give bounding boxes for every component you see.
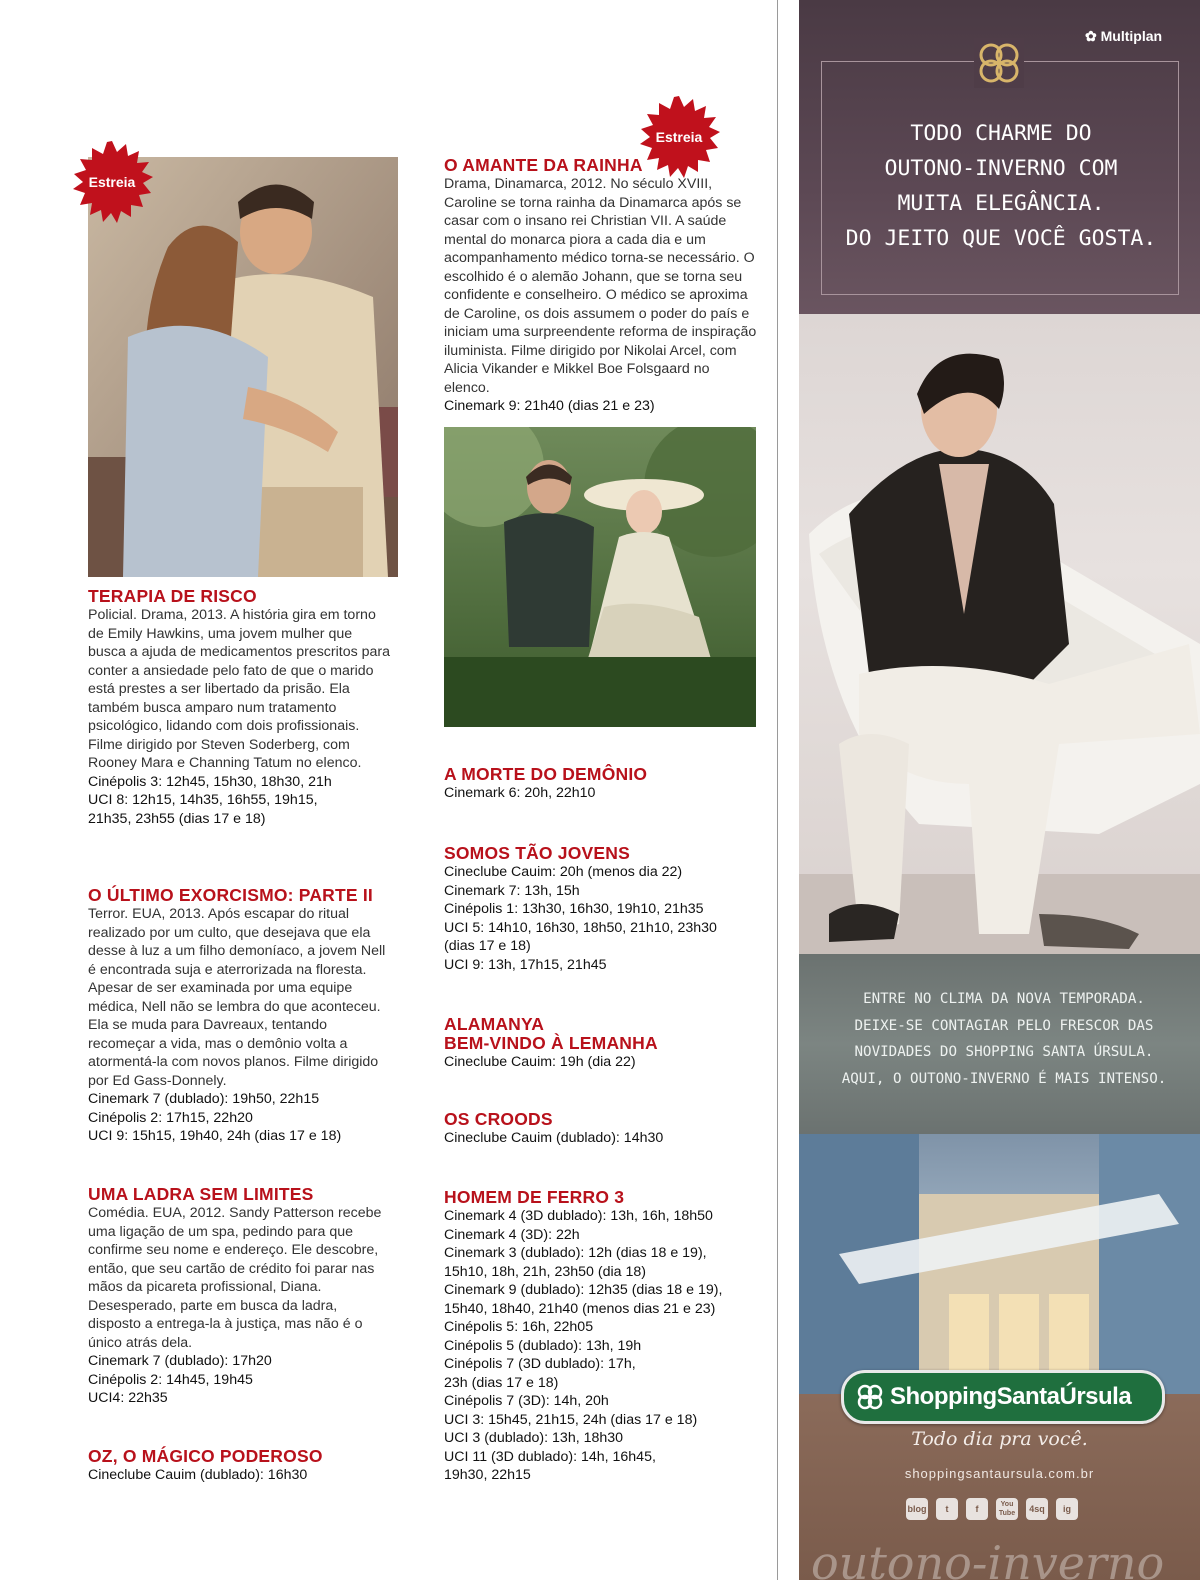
movie-description: Drama, Dinamarca, 2012. No século XVIII, Caroline se torna rainha da Dinamarca após se casar com o insano rei Christian VII. A saúde mental do monarca piora a cada dia e um acompanhamento médico torna-se necessário. O escolhido é o alemão Johann, que se torna seu confidente e conselheiro. O médico se aproxima de Caroline, os dois assumem o poder do país e iniciam uma surpreendente reforma de inspiração iluminista. Filme dirigido por Nikolai Arcel, com Alicia Vikander e Mikkel Boe Folsgaard no elenco. xyxy=(444,176,757,396)
model-photo xyxy=(799,314,1200,954)
schedule-line: Cinemark 9 (dublado): 12h35 (dias 18 e 19), xyxy=(444,1282,723,1298)
mall-building-illustration xyxy=(799,1134,1200,1394)
badge-label: Estreia xyxy=(88,174,136,190)
schedule-line: UCI 8: 12h15, 14h35, 16h55, 19h15, xyxy=(88,792,318,808)
schedule-line: Cinépolis 5: 16h, 22h05 xyxy=(444,1319,594,1335)
schedule-line: UCI 5: 14h10, 16h30, 18h50, 21h10, 23h30 xyxy=(444,919,717,936)
body-line: AQUI, O OUTONO-INVERNO É MAIS INTENSO. xyxy=(841,1070,1167,1087)
foursquare-icon[interactable]: 4sq xyxy=(1026,1498,1048,1520)
blog-icon[interactable]: blog xyxy=(906,1498,928,1520)
brand-rings-icon xyxy=(856,1383,884,1411)
schedule-line: Cinépolis 7 (3D): 14h, 20h xyxy=(444,1393,609,1409)
period-couple-garden-illustration xyxy=(444,427,756,727)
body-line: ENTRE NO CLIMA DA NOVA TEMPORADA. xyxy=(863,991,1145,1007)
schedule-line: Cinépolis 7 (3D dublado): 17h, xyxy=(444,1356,636,1372)
schedule-line: (dias 17 e 18) xyxy=(444,938,531,954)
schedule-line: 21h35, 23h55 (dias 17 e 18) xyxy=(88,810,266,827)
movie-title: HOMEM DE FERRO 3 xyxy=(444,1187,625,1207)
facebook-icon[interactable]: f xyxy=(966,1498,988,1520)
movie-exorcismo xyxy=(88,886,400,1146)
schedule-line: Cinemark 7 (dublado): 19h50, 22h15 xyxy=(88,1091,320,1107)
headline-line: OUTONO-INVERNO COM xyxy=(884,156,1118,181)
movie-jovens xyxy=(444,844,756,974)
movie-title: TERAPIA DE RISCO xyxy=(88,586,257,606)
schedule-line: 19h30, 22h15 xyxy=(444,1467,531,1483)
column-divider xyxy=(777,0,778,1580)
schedule-line: Cinépolis 5 (dublado): 13h, 19h xyxy=(444,1337,642,1354)
schedule-line: 15h10, 18h, 21h, 23h50 (dia 18) xyxy=(444,1263,646,1280)
ad-slogan: Todo dia pra você. xyxy=(911,1428,1088,1450)
amante-photo xyxy=(444,427,756,727)
schedule-line: UCI4: 22h35 xyxy=(88,1390,168,1406)
schedule-line: Cinépolis 2: 14h45, 19h45 xyxy=(88,1371,253,1388)
movie-morte xyxy=(444,765,756,803)
movie-title: A MORTE DO DEMÔNIO xyxy=(444,764,648,784)
schedule-line: Cinépolis 1: 13h30, 16h30, 19h10, 21h35 xyxy=(444,901,704,917)
twitter-icon[interactable]: t xyxy=(936,1498,958,1520)
schedule-line: 15h40, 18h40, 21h40 (menos dias 21 e 23) xyxy=(444,1300,716,1317)
schedule-line: 23h (dias 17 e 18) xyxy=(444,1374,559,1391)
schedule-line: Cinemark 6: 20h, 22h10 xyxy=(444,785,596,801)
schedule-line: UCI 9: 15h15, 19h40, 24h (dias 17 e 18) xyxy=(88,1128,342,1144)
ad-url-link[interactable]: shoppingsantaursula.com.br xyxy=(904,1466,1095,1481)
schedule-line: Cineclube Cauim (dublado): 14h30 xyxy=(444,1130,664,1146)
movie-description: Comédia. EUA, 2012. Sandy Patterson recebe uma ligação de um spa, pedindo para que confirme seu nome e endereço. Ele descobre, então, que seu cartão de crédito foi parar nas mãos da picareta profissional, Diana. Desesperado, parte em busca da ladra, disposto a entrega-la à justiça, mas não é o único atrás dela. xyxy=(88,1205,382,1351)
instagram-icon[interactable]: ig xyxy=(1056,1498,1078,1520)
movie-title: OS CROODS xyxy=(444,1109,553,1129)
movie-title: SOMOS TÃO JOVENS xyxy=(444,843,631,863)
schedule-line: Cinemark 9: 21h40 (dias 21 e 23) xyxy=(444,398,655,414)
schedule-line: Cinemark 3 (dublado): 12h (dias 18 e 19), xyxy=(444,1245,707,1261)
ad-body-text xyxy=(809,986,1199,1092)
movie-croods xyxy=(444,1110,756,1148)
multiplan-icon: ✿ xyxy=(1085,28,1101,44)
schedule-line: Cinemark 4 (3D dublado): 13h, 16h, 18h50 xyxy=(444,1208,713,1224)
badge-label: Estreia xyxy=(655,129,703,145)
multiplan-label: Multiplan xyxy=(1100,28,1163,44)
schedule-line: Cinemark 7 (dublado): 17h20 xyxy=(88,1353,272,1369)
ad-watermark: outono-inverno xyxy=(811,1536,1165,1580)
movie-title: OZ, O MÁGICO PODEROSO xyxy=(88,1446,323,1466)
movie-ladra xyxy=(88,1185,400,1408)
movie-title: O ÚLTIMO EXORCISMO: PARTE II xyxy=(88,885,373,905)
shopping-name: ShoppingSantaÚrsula xyxy=(890,1383,1132,1410)
mall-entrance-photo xyxy=(799,1134,1200,1394)
schedule-line: Cineclube Cauim (dublado): 16h30 xyxy=(88,1467,308,1483)
movie-title: UMA LADRA SEM LIMITES xyxy=(88,1184,314,1204)
movie-title-line1: ALAMANYA xyxy=(444,1014,545,1034)
schedule-line: UCI 3: 15h45, 21h15, 24h (dias 17 e 18) xyxy=(444,1411,698,1428)
seated-woman-illustration xyxy=(799,314,1200,954)
headline-line: DO JEITO QUE VOCÊ GOSTA. xyxy=(845,226,1157,251)
schedule-line: UCI 9: 13h, 17h15, 21h45 xyxy=(444,956,607,973)
multiplan-logo xyxy=(1085,28,1162,45)
body-line: DEIXE-SE CONTAGIAR PELO FRESCOR DAS xyxy=(854,1017,1154,1034)
movie-terapia xyxy=(88,587,400,828)
brand-emblem-icon xyxy=(974,38,1024,88)
headline-line: TODO CHARME DO xyxy=(910,121,1092,146)
schedule-line: UCI 3 (dublado): 13h, 18h30 xyxy=(444,1430,624,1446)
movie-description: Policial. Drama, 2013. A história gira em torno de Emily Hawkins, uma jovem mulher que busca a ajuda de medicamentos prescritos para conter a ansiedade pelo fato de que o marido está prestes a ser libertado da prisão. Ela também busca amparo num tratamento psicológico, lidando com dois profissionais. Filme dirigido por Steven Soderberg, com Rooney Mara e Channing Tatum no elenco. xyxy=(88,607,391,771)
movie-ferro xyxy=(444,1188,756,1485)
estreia-badge-left xyxy=(71,141,153,223)
movie-amante xyxy=(444,156,756,416)
movie-title-line2: BEM-VINDO À LEMANHA xyxy=(444,1033,658,1053)
schedule-line: Cinépolis 2: 17h15, 22h20 xyxy=(88,1109,253,1126)
movie-oz xyxy=(88,1447,400,1485)
schedule-line: Cineclube Cauim: 20h (menos dia 22) xyxy=(444,864,683,880)
schedule-line: Cineclube Cauim: 19h (dia 22) xyxy=(444,1054,636,1070)
shopping-logo xyxy=(841,1370,1165,1424)
youtube-icon[interactable]: You Tube xyxy=(996,1498,1018,1520)
schedule-line: Cinemark 7: 13h, 15h xyxy=(444,882,580,899)
schedule-line: Cinemark 4 (3D): 22h xyxy=(444,1226,580,1243)
movie-description: Terror. EUA, 2013. Após escapar do ritual realizado por um culto, que desejava que ela desse à luz a um filho demoníaco, a jovem Nell é encontrada suja e aterrorizada na floresta. Apesar de ser examinada por uma equipe médica, Nell não se lembra do que aconteceu. Ela se muda para Davreaux, tentando recomeçar a vida, mas o demônio volta a atormentá-la com novos planos. Filme dirigido por Ed Gass-Donnely. xyxy=(88,906,386,1089)
headline-line: MUITA ELEGÂNCIA. xyxy=(897,191,1105,216)
shopping-ad xyxy=(799,0,1200,1580)
schedule-line: Cinépolis 3: 12h45, 15h30, 18h30, 21h xyxy=(88,773,332,790)
schedule-line: UCI 11 (3D dublado): 14h, 16h45, xyxy=(444,1448,656,1465)
movie-title: O AMANTE DA RAINHA xyxy=(444,155,643,175)
body-line: NOVIDADES DO SHOPPING SANTA ÚRSULA. xyxy=(854,1044,1154,1060)
ad-headline xyxy=(821,116,1181,256)
movie-alamanya xyxy=(444,1015,756,1072)
